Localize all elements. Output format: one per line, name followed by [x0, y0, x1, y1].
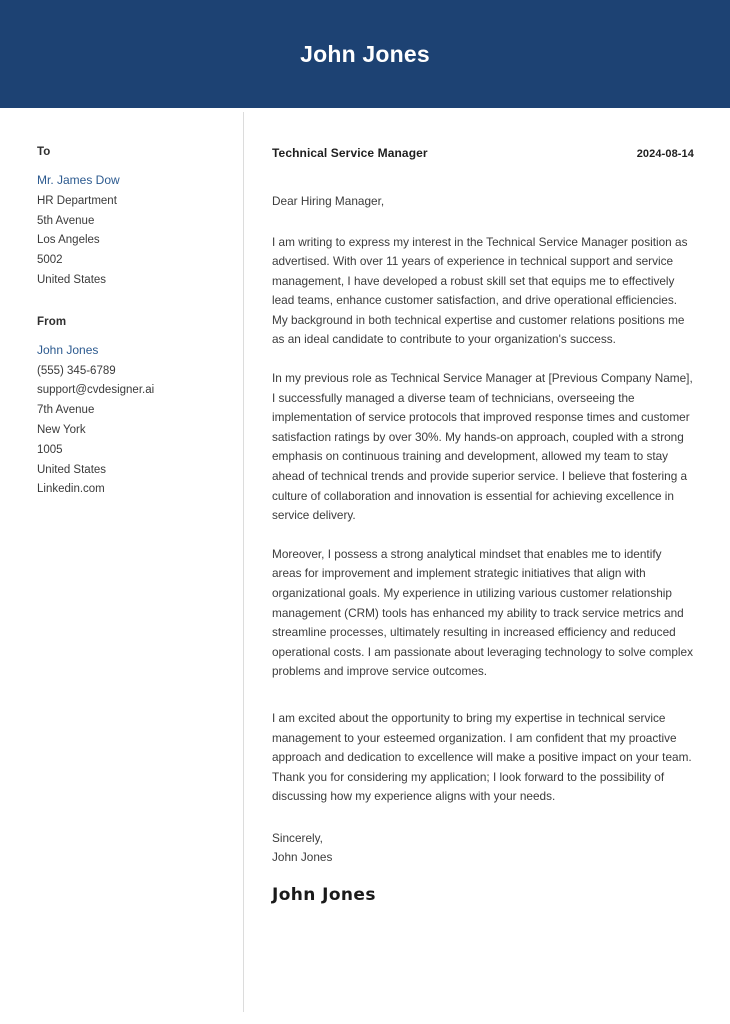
body-paragraph: Moreover, I possess a strong analytical mindset that enables me to identify areas for improvement and implement strategic initiatives that align with organizational goals. My experience in utilizing various customer relationship management (CRM) tools has enhanced my ability to track service metrics and streamline processes, ultimately resulting in increased efficiency and reduced operational costs. I am passionate about leveraging technology to solve complex problems and improve service outcomes. — [272, 546, 694, 679]
to-section-label: To — [37, 146, 51, 158]
sidebar — [37, 146, 227, 500]
letter-date: 2024-08-14 — [636, 148, 694, 160]
header-banner — [0, 0, 730, 108]
list-item: 1005 — [37, 443, 63, 456]
from-section-label: From — [37, 315, 67, 328]
body-paragraph: I am excited about the opportunity to bring my expertise in technical service management to your esteemed organization. I am confident that my proactive approach and dedication to excellence will make a positive impact on your team. Thank you for considering my application; I look forward to the possibility of discussing how my experience aligns with your needs. — [272, 710, 692, 804]
list-item: Linkedin.com — [37, 483, 105, 496]
from-address-list — [37, 341, 227, 500]
list-item: support@cvdesigner.ai — [37, 384, 155, 397]
closing-name: John Jones — [272, 850, 333, 865]
closing-block — [272, 829, 694, 868]
list-item: 5th Avenue — [37, 214, 95, 227]
job-title: Technical Service Manager — [272, 146, 428, 160]
column-divider — [243, 112, 244, 1012]
list-item: HR Department — [37, 194, 117, 207]
to-address-list — [37, 171, 227, 291]
body-paragraph: In my previous role as Technical Service Manager at [Previous Company Name], I successfully managed a diverse team of technicians, overseeing the implementation of service protocols that improved response times and customer satisfaction ratings by over 30%. My hands-on approach, coupled with a strong emphasis on continuous training and development, allowed my team to stay ahead of technical trends and provide superior service. I believe that fostering a culture of collaboration and innovation is essential for achieving excellence in service delivery. — [272, 371, 693, 523]
letter-body — [272, 146, 694, 905]
list-item: Los Angeles — [37, 234, 100, 247]
signature: John Jones — [272, 884, 376, 905]
list-item: Mr. James Dow — [37, 173, 120, 187]
body-paragraph: I am writing to express my interest in the Technical Service Manager position as advertised. With over 11 years of experience in technical support and service management, I have developed a robust skill set that equips me to effectively lead teams, enhance customer satisfaction, and drive operational efficiencies. My background in both technical expertise and customer relations positions me as an ideal candidate to contribute to your organization's success. — [272, 234, 688, 347]
list-item: John Jones — [37, 342, 99, 357]
list-item: New York — [37, 423, 86, 436]
sidebar-gap — [37, 291, 227, 316]
closing-salutation: Sincerely, — [272, 830, 323, 845]
salutation: Dear Hiring Manager, — [272, 194, 385, 208]
list-item: 7th Avenue — [37, 404, 95, 417]
letter-header-row — [272, 146, 694, 160]
list-item: 5002 — [37, 254, 63, 267]
list-item: United States — [37, 463, 107, 476]
list-item: United States — [37, 273, 107, 286]
list-item: (555) 345-6789 — [37, 364, 116, 377]
page-title: John Jones — [300, 40, 430, 67]
